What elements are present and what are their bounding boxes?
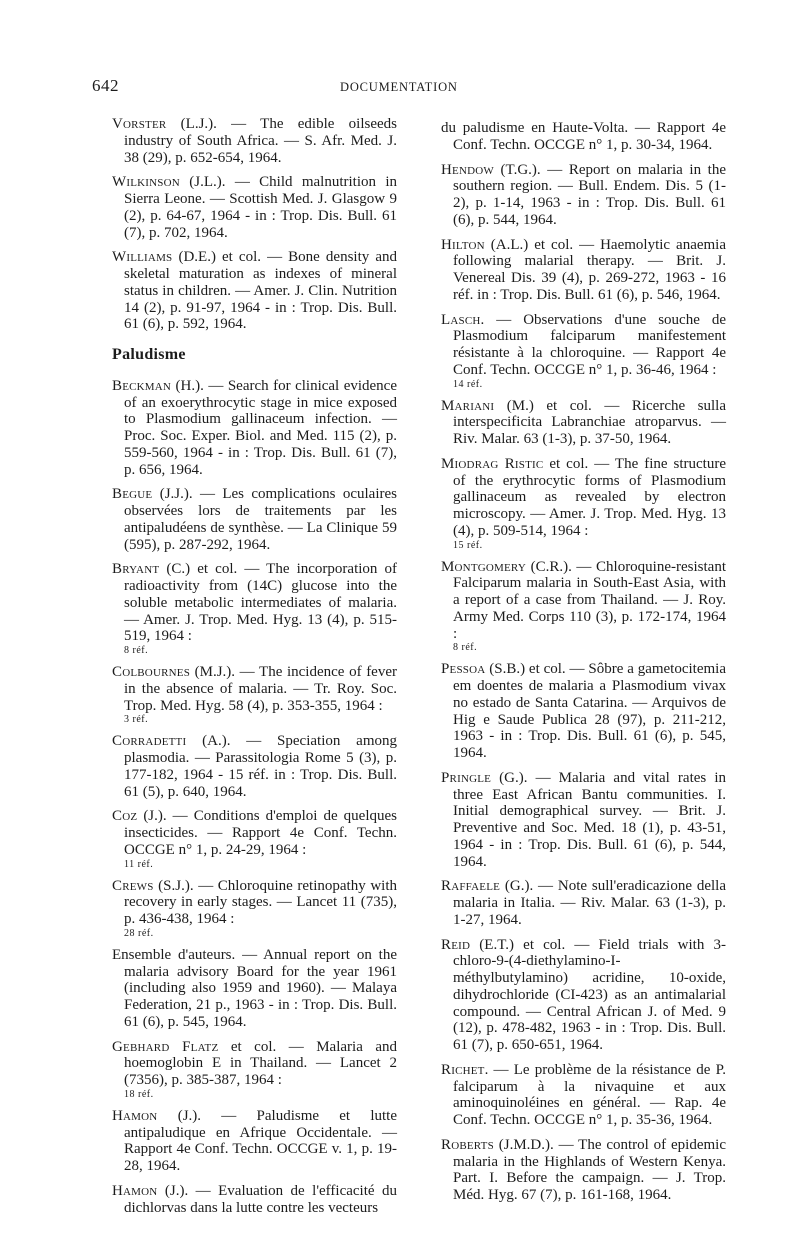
entry-author: Miodrag Ristic [441,455,544,472]
bibliography-entry [112,116,397,166]
entry-author: Mariani [441,397,495,414]
entry-reference-count: 18 réf. [124,1088,154,1100]
bibliography-entry [112,733,397,800]
entry-author: Reid [441,936,471,953]
entry-reference-count: 28 réf. [124,927,154,939]
entry-citation: (J.J.). — Les complications oculaires observées lors de traitements par les antipaludéens de synthèse. — La Clinique 59 (595), p. 287-292, 1964. [124,486,397,553]
entry-author: Hilton [441,236,485,253]
entry-author: Crews [112,877,154,894]
bibliography-entry [441,937,726,1054]
entry-author: Pringle [441,769,492,786]
entry-author: Vorster [112,116,167,132]
bibliography-entry [441,312,726,390]
entry-citation: (M.J.). — The incidence of fever in the absence of malaria. — Tr. Roy. Soc. Trop. Med. Hyg. 58 (4), p. 353-355, 1964 : [124,664,397,714]
entry-author: Williams [112,249,173,266]
section-heading: Paludisme [112,346,186,363]
entry-author: Wilkinson [112,174,180,191]
entry-citation: (J.L.). — Child malnutrition in Sierra Leone. — Scottish Med. J. Glasgow 9 (2), p. 64-67, 1964 - in : Trop. Dis. Bull. 61 (7), p. 702, 1964. [124,174,397,241]
entry-citation: (S.J.). — Chloroquine retinopathy with recovery in early stages. — Lancet 11 (735), p. 436-438, 1964 : [124,877,397,927]
malaria-entries [112,378,397,1217]
bibliography-entry [441,878,726,928]
entry-citation: (J.). — Evaluation de l'efficacité du dichlorvas dans la lutte contre les vecteurs [124,1182,397,1216]
bibliography-entry [112,947,397,1031]
entry-author: Hendow [441,161,494,178]
entry-reference-count: 8 réf. [453,642,478,654]
entry-citation: (C.R.). — Chloroquine-resistant Falciparum malaria in South-East Asia, with a report of a case from Thailand. — J. Roy. Army Med. Corps 110 (3), p. 172-174, 1964 : [453,558,726,642]
entry-author: Hamon [112,1107,158,1124]
entry-reference-count: 3 réf. [124,714,149,726]
bibliography-entry [441,162,726,229]
entry-author: Gebhard Flatz [112,1038,219,1055]
entry-reference-count: 14 réf. [453,378,483,390]
entry-reference-count: 8 réf. [124,645,149,656]
entry-citation: (S.B.) et col. — Sôbre a gametocitemia em doentes de malaria a Plasmodium vivax no estado de Santa Catarina. — Arquivos de Hig e Saude Publica 28 (97), p. 211-212, 1963 - in : Trop. Dis. Bull. 61 (6), p. 545, 1964. [453,661,726,761]
entry-citation: (D.E.) et col. — Bone density and skeletal maturation as indexes of mineral status in children. — Amer. J. Clin. Nutrition 14 (2), p. 91-97, 1964 - in : Trop. Dis. Bull. 61 (6), p. 592, 1964. [124,249,397,333]
entry-citation: (C.) et col. — The incorporation of radioactivity from (14C) glucose into the soluble metabolic intermediates of malaria. — Amer. J. Trop. Med. Hyg. 13 (4), p. 515-519, 1964 : [124,561,397,645]
entry-author: Bryant [112,561,160,578]
entry-citation: . — Observations d'une souche de Plasmodium falciparum manifestement résistante à la chloroquine. — Rapport 4e Conf. Techn. OCCGE n° 1, p. 36-46, 1964 : [453,311,726,378]
bibliography-entry [441,456,726,551]
entry-citation: (A.L.) et col. — Haemolytic anaemia following malarial therapy. — Brit. J. Venereal Dis. 39 (4), p. 269-272, 1963 - 16 réf. in : Trop. Dis. Bull. 61 (6), p. 546, 1964. [453,236,726,303]
bibliography-entry [112,486,397,553]
entry-citation: (T.G.). — Report on malaria in the southern region. — Bull. Endem. Dis. 5 (1-2), p. 1-14, 1963 - in : Trop. Dis. Bull. 61 (6), p. 544, 1964. [453,161,726,228]
entry-reference-count: 15 réf. [453,539,483,551]
bibliography-entry [441,661,726,762]
entry-author: Colbournes [112,664,191,680]
entry-citation: (H.). — Search for clinical evidence of an exoerythrocytic stage in mice exposed to Plasmodium gallinaceum infection. — Proc. Soc. Exper. Biol. and Med. 115 (2), p. 559-560, 1964 - in : Trop. Dis. Bull. 61 (7), p. 656, 1964. [124,377,397,478]
bibliography-entry [441,1062,726,1129]
entry-citation: (A.). — Speciation among plasmodia. — Parassitologia Rome 5 (3), p. 177-182, 1964 - 15 réf. in : Trop. Dis. Bull. 61 (5), p. 640, 1964. [124,733,397,800]
bibliography-entry [112,249,397,333]
entry-author: Hamon [112,1182,158,1199]
malaria-entries-continued [441,120,726,1204]
entry-citation: (M.) et col. — Ricerche sulla interspecificita Labranchiae atroparvus. — Riv. Malar. 63 (1-3), p. 37-50, 1964. [453,397,726,447]
entry-citation: du paludisme en Haute-Volta. — Rapport 4e Conf. Techn. OCCGE n° 1, p. 30-34, 1964. [441,120,726,153]
entry-author: Coz [112,808,138,825]
entry-author: Montgomery [441,558,527,575]
entry-citation: . — Le problème de la résistance de P. falciparum à la nivaquine et aux aminoquinoléines en général. — Rap. 4e Conf. Techn. OCCGE n° 1, p. 35-36, 1964. [453,1061,726,1128]
entry-citation: (L.J.). — The edible oilseeds industry of South Africa. — S. Afr. Med. J. 38 (29), p. 652-654, 1964. [124,116,397,166]
bibliography-entry [441,237,726,304]
entry-author: Raffaele [441,878,501,895]
bibliography-entry [112,378,397,479]
entry-author: Corradetti [112,733,187,750]
bibliography-entry [441,398,726,448]
page-number: 642 [92,76,119,95]
entry-reference-count: 11 réf. [124,858,154,870]
nutrition-entries [112,116,397,333]
bibliography-entry [112,808,397,869]
entry-citation: et col. — The fine structure of the erythrocytic forms of Plasmodium gallinaceum as revealed by electron microscopy. — Amer. J. Trop. Med. Hyg. 13 (4), p. 509-514, 1964 : [453,455,727,539]
entry-citation: (E.T.) et col. — Field trials with 3-chloro-9-(4-diethylamino-I-méthylbutylamino) acridine, 10-oxide, dihydrochloride (CI-423) as an antimalarial compound. — Central African J. of Med. 9 (12), p. 478-482, 1963 - in : Trop. Dis. Bull. 61 (7), p. 650-651, 1964. [453,936,726,1053]
entry-citation: (G.). — Note sull'eradicazione della malaria in Italia. — Riv. Malar. 63 (1-3), p. 1-27, 1964. [453,878,726,928]
entry-citation: et col. — Malaria and hoemoglobin E in Thailand. — Lancet 2 (7356), p. 385-387, 1964 : [124,1038,397,1088]
bibliography-entry [112,174,397,241]
bibliography-entry [441,1137,726,1204]
entry-citation: (G.). — Malaria and vital rates in three East African Bantu communities. I. Initial demographical survey. — Brit. J. Preventive and Soc. Med. 18 (1), p. 43-51, 1964 - in : Trop. Dis. Bull. 61 (6), p. 544, 1964. [453,769,726,870]
bibliography-entry [441,559,726,654]
entry-citation: (J.). — Conditions d'emploi de quelques insecticides. — Rapport 4e Conf. Techn. OCCGE n° 1, p. 24-29, 1964 : [124,808,397,858]
bibliography-entry [441,120,726,154]
bibliography-entry [441,770,726,871]
entry-citation: (J.M.D.). — The control of epidemic malaria in the Highlands of Western Kenya. Part. I. Before the campaign. — J. Trop. Méd. Hyg. 67 (7), p. 161-168, 1964. [453,1136,726,1203]
entry-author: Pessoa [441,661,486,678]
bibliography-entry [112,1039,397,1100]
bibliography-entry [112,878,397,939]
entry-author: Lasch [441,311,481,328]
entry-citation: (J.). — Paludisme et lutte antipaludique en Afrique Occidentale. — Rapport 4e Conf. Techn. OCCGE v. 1, p. 19-28, 1964. [124,1107,397,1174]
running-title: DOCUMENTATION [340,80,458,94]
entry-author: Beckman [112,377,172,394]
bibliography-entry [112,664,397,725]
bibliography-entry [112,561,397,656]
left-column [112,116,397,1224]
entry-citation: Ensemble d'auteurs. — Annual report on the malaria advisory Board for the year 1961 (including also 1959 and 1960). — Malaya Federation, 21 p., 1963 - in : Trop. Dis. Bull. 61 (6), p. 545, 1964. [112,946,397,1030]
entry-author: Begue [112,486,153,503]
bibliography-entry [112,1108,397,1175]
right-column [441,120,726,1212]
bibliography-entry [112,1183,397,1217]
entry-author: Richet [441,1061,485,1078]
entry-author: Roberts [441,1136,494,1153]
